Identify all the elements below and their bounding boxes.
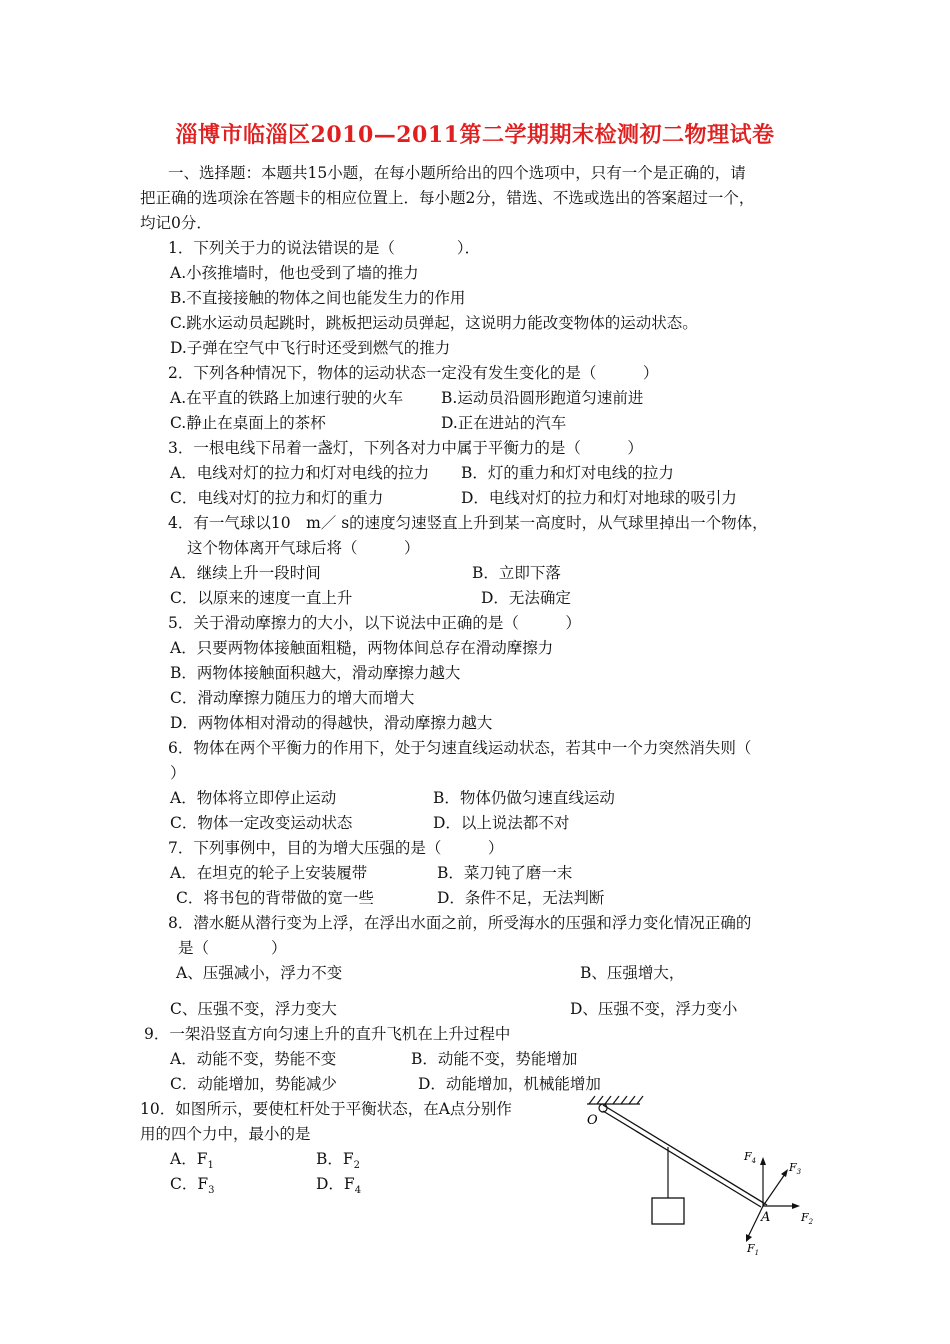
text-line-main: B.不直接接触的物体之间也能发生力的作用 xyxy=(170,289,466,307)
text-line xyxy=(170,388,644,408)
text-line xyxy=(170,313,698,333)
text-line-option-right: D．条件不足，无法判断 xyxy=(437,889,605,907)
text-line-main: 1．下列关于力的说法错误的是（ ）． xyxy=(168,239,481,257)
text-line-option-right: B、压强增大， xyxy=(580,964,685,982)
text-line-main: B．两物体接触面积越大，滑动摩擦力越大 xyxy=(170,664,461,682)
text-line-main: C．以原来的速度一直上升 xyxy=(170,589,353,607)
text-line xyxy=(168,363,658,383)
text-line xyxy=(176,963,685,983)
q10-option-c: C．$F_3$ xyxy=(170,1175,215,1197)
text-line-option-right: B．动能不变，势能增加 xyxy=(411,1050,578,1068)
text-line-main: C.静止在桌面上的茶杯 xyxy=(170,414,326,432)
text-line-main: C.跳水运动员起跳时，跳板把运动员弹起，这说明力能改变物体的运动状态。 xyxy=(170,314,698,332)
text-line-main: 5．关于滑动摩擦力的大小，以下说法中正确的是（ ） xyxy=(168,614,581,632)
text-line xyxy=(170,1074,601,1094)
text-line xyxy=(176,888,605,908)
text-line-main: A.小孩推墙时，他也受到了墙的推力 xyxy=(170,264,419,282)
text-line xyxy=(170,413,567,433)
text-line-option-right: D．动能增加，机械能增加 xyxy=(418,1075,601,1093)
hanging-weight xyxy=(652,1198,684,1224)
text-line-option-right: D．以上说法都不对 xyxy=(433,814,570,832)
q10-option-b: B．$F_2$ xyxy=(316,1150,361,1172)
text-line xyxy=(168,838,503,858)
text-line-option-right: B．立即下落 xyxy=(472,564,561,582)
force-f2-arrow xyxy=(763,1203,800,1209)
text-line-main: 把正确的选项涂在答题卡的相应位置上．每小题2分，错选、不选或选出的答案超过一个， xyxy=(140,189,755,207)
text-line-main: 均记0分． xyxy=(140,214,212,232)
text-line-main: 2．下列各种情况下，物体的运动状态一定没有发生变化的是（ ） xyxy=(168,364,659,382)
text-line xyxy=(170,663,460,683)
force-f2-label: $F_2$ xyxy=(801,1211,814,1226)
text-line-main: 8．潜水艇从潜行变为上浮，在浮出水面之前，所受海水的压强和浮力变化情况正确的 xyxy=(168,914,752,932)
text-line xyxy=(170,863,573,883)
text-line-main: C．将书包的背带做的宽一些 xyxy=(176,889,374,907)
text-line-main: 用的四个力中，最小的是 xyxy=(140,1125,311,1143)
pivot-label: O xyxy=(587,1113,598,1128)
point-a-label: A xyxy=(761,1210,771,1225)
text-line xyxy=(170,999,738,1019)
force-f4-arrow xyxy=(760,1157,766,1206)
text-line-main: C．滑动摩擦力随压力的增大而增大 xyxy=(170,689,415,707)
force-f3-arrow xyxy=(763,1169,788,1206)
text-line xyxy=(168,513,768,533)
lever-bar xyxy=(603,1105,767,1207)
text-line-main: D.子弹在空气中飞行时还受到燃气的推力 xyxy=(170,339,451,357)
text-line xyxy=(168,163,746,183)
text-line-main: A．动能不变，势能不变 xyxy=(170,1050,337,1068)
text-line xyxy=(168,438,643,458)
text-line xyxy=(170,713,492,733)
text-line xyxy=(168,913,751,933)
text-line-main: A．电线对灯的拉力和灯对电线的拉力 xyxy=(170,464,430,482)
text-line xyxy=(168,613,581,633)
text-line-option-right: D、压强不变，浮力变小 xyxy=(570,1000,738,1018)
text-line xyxy=(170,638,553,658)
text-line xyxy=(168,738,751,758)
force-f3-label: $F_3$ xyxy=(789,1161,802,1176)
text-line-main: 7．下列事例中，目的为增大压强的是（ ） xyxy=(168,839,504,857)
text-line xyxy=(170,688,414,708)
text-line xyxy=(140,213,212,233)
text-line-main: 9．一架沿竖直方向匀速上升的直升飞机在上升过程中 xyxy=(144,1025,511,1043)
text-line-main: A．只要两物体接触面粗糙，两物体间总存在滑动摩擦力 xyxy=(170,639,554,657)
text-line-main: D．两物体相对滑动的得越快，滑动摩擦力越大 xyxy=(170,714,493,732)
text-line xyxy=(168,238,480,258)
text-line xyxy=(144,1024,510,1044)
text-line-main: 4．有一气球以10 m／ s的速度匀速竖直上升到某一高度时，从气球里掉出一个物体， xyxy=(168,514,768,532)
text-line-main: 是（ ） xyxy=(178,939,287,957)
text-line-option-right: B.运动员沿圆形跑道匀速前进 xyxy=(441,389,644,407)
text-line-main: 3．一根电线下吊着一盏灯，下列各对力中属于平衡力的是（ ） xyxy=(168,439,643,457)
lever-diagram xyxy=(575,1080,835,1270)
text-line-main: C．物体一定改变运动状态 xyxy=(170,814,353,832)
force-f1-label: $F_1$ xyxy=(747,1242,760,1257)
text-line-option-right: B．物体仍做匀速直线运动 xyxy=(433,789,615,807)
ceiling-hatch xyxy=(587,1096,643,1104)
text-line-option-right: B．菜刀钝了磨一末 xyxy=(437,864,573,882)
text-line xyxy=(170,1049,578,1069)
text-line xyxy=(140,1099,512,1119)
force-f4-label: $F_4$ xyxy=(744,1150,757,1165)
q10-option-d: D．$F_4$ xyxy=(316,1175,362,1197)
text-line-main: A.在平直的铁路上加速行驶的火车 xyxy=(170,389,404,407)
text-line xyxy=(140,188,754,208)
text-line-main: A．继续上升一段时间 xyxy=(170,564,321,582)
text-line xyxy=(178,938,287,958)
text-line-option-right: D．电线对灯的拉力和灯对地球的吸引力 xyxy=(461,489,737,507)
text-line xyxy=(170,338,450,358)
text-line xyxy=(170,813,570,833)
text-line xyxy=(170,588,571,608)
text-line xyxy=(170,763,186,783)
text-line-main: 这个物体离开气球后将（ ） xyxy=(187,539,420,557)
text-line-main: C、压强不变，浮力变大 xyxy=(170,1000,337,1018)
text-line xyxy=(140,1124,311,1144)
text-line-option-right: B．灯的重力和灯对电线的拉力 xyxy=(461,464,674,482)
page-title: 淄博市临淄区2010—2011第二学期期末检测初二物理试卷 xyxy=(175,122,775,148)
text-line-main: ） xyxy=(170,764,186,782)
text-line xyxy=(170,263,419,283)
text-line-main: 6．物体在两个平衡力的作用下，处于匀速直线运动状态，若其中一个力突然消失则（ xyxy=(168,739,752,757)
text-line-main: A、压强减小，浮力不变 xyxy=(176,964,343,982)
text-line xyxy=(187,538,420,558)
text-line-option-right: D．无法确定 xyxy=(481,589,571,607)
text-line xyxy=(170,463,674,483)
text-line-option-right: D.正在进站的汽车 xyxy=(441,414,567,432)
text-line-main: A．在坦克的轮子上安装履带 xyxy=(170,864,368,882)
text-line xyxy=(170,788,615,808)
text-line xyxy=(170,563,561,583)
text-line xyxy=(170,488,737,508)
text-line-main: 10．如图所示，要使杠杆处于平衡状态，在A点分别作 xyxy=(140,1100,512,1118)
text-line-main: C．动能增加，势能减少 xyxy=(170,1075,337,1093)
text-line-main: A．物体将立即停止运动 xyxy=(170,789,337,807)
q10-option-a: A．$F_1$ xyxy=(170,1150,214,1172)
text-line xyxy=(170,288,465,308)
text-line-main: 一、选择题：本题共15小题，在每小题所给出的四个选项中，只有一个是正确的，请 xyxy=(168,164,746,182)
text-line-main: C．电线对灯的拉力和灯的重力 xyxy=(170,489,384,507)
